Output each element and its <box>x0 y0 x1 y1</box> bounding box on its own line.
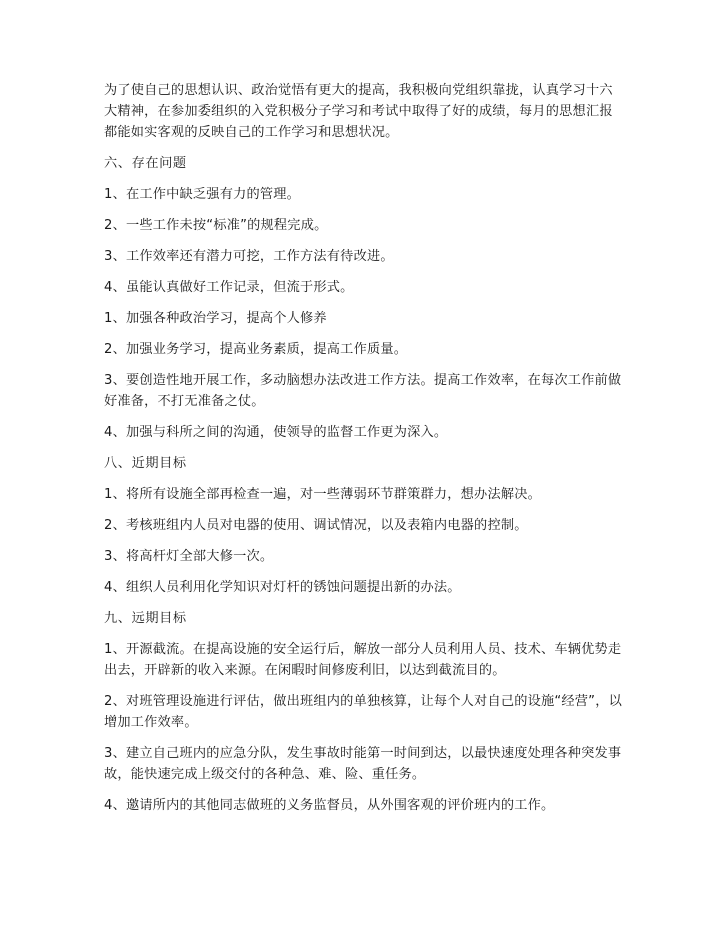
list-item: 2、一些工作未按“标准”的规程完成。 <box>104 218 328 233</box>
list-item: 1、开源截流。在提高设施的安全运行后，解放一部分人员利用人员、技术、车辆优势走出去，开辟新的收入来源。在闲暇时间修废利旧，以达到截流目的。 <box>104 642 622 678</box>
list-item: 3、将高杆灯全部大修一次。 <box>104 549 274 564</box>
list-item: 2、对班管理设施进行评估，做出班组内的单独核算，让每个人对自己的设施“经营”，以增加工作效率。 <box>104 694 622 730</box>
list-item: 3、工作效率还有潜力可挖，工作方法有待改进。 <box>104 249 394 264</box>
list-item: 4、组织人员利用化学知识对灯杆的锈蚀问题提出新的办法。 <box>104 580 461 595</box>
intro-paragraph: 为了使自己的思想认识、政治觉悟有更大的提高，我积极向党组织靠拢，认真学习十六大精神，在参加委组织的入党积极分子学习和考试中取得了好的成绩，每月的思想汇报都能如实客观的反映自己的工作学习和思想状况。 <box>104 83 613 140</box>
list-item: 3、要创造性地开展工作，多动脑想办法改进工作方法。提高工作效率，在每次工作前做好准备，不打无准备之仗。 <box>104 373 622 409</box>
list-item: 1、在工作中缺乏强有力的管理。 <box>104 187 301 202</box>
list-item: 4、加强与科所之间的沟通，使领导的监督工作更为深入。 <box>104 425 448 440</box>
list-item: 4、邀请所内的其他同志做班的义务监督员，从外围客观的评价班内的工作。 <box>104 798 555 813</box>
section-heading-problems: 六、存在问题 <box>104 156 187 171</box>
document-page <box>104 80 624 826</box>
list-item: 1、将所有设施全部再检查一遍，对一些薄弱环节群策群力，想办法解决。 <box>104 487 541 502</box>
list-item: 2、考核班组内人员对电器的使用、调试情况，以及表箱内电器的控制。 <box>104 518 528 533</box>
list-item: 2、加强业务学习，提高业务素质，提高工作质量。 <box>104 342 408 357</box>
section-heading-short-term: 八、近期目标 <box>104 456 187 471</box>
section-heading-long-term: 九、远期目标 <box>104 611 187 626</box>
list-item: 3、建立自己班内的应急分队，发生事故时能第一时间到达，以最快速度处理各种突发事故，能快速完成上级交付的各种急、难、险、重任务。 <box>104 746 622 782</box>
list-item: 4、虽能认真做好工作记录，但流于形式。 <box>104 280 354 295</box>
list-item: 1、加强各种政治学习，提高个人修养 <box>104 311 327 326</box>
